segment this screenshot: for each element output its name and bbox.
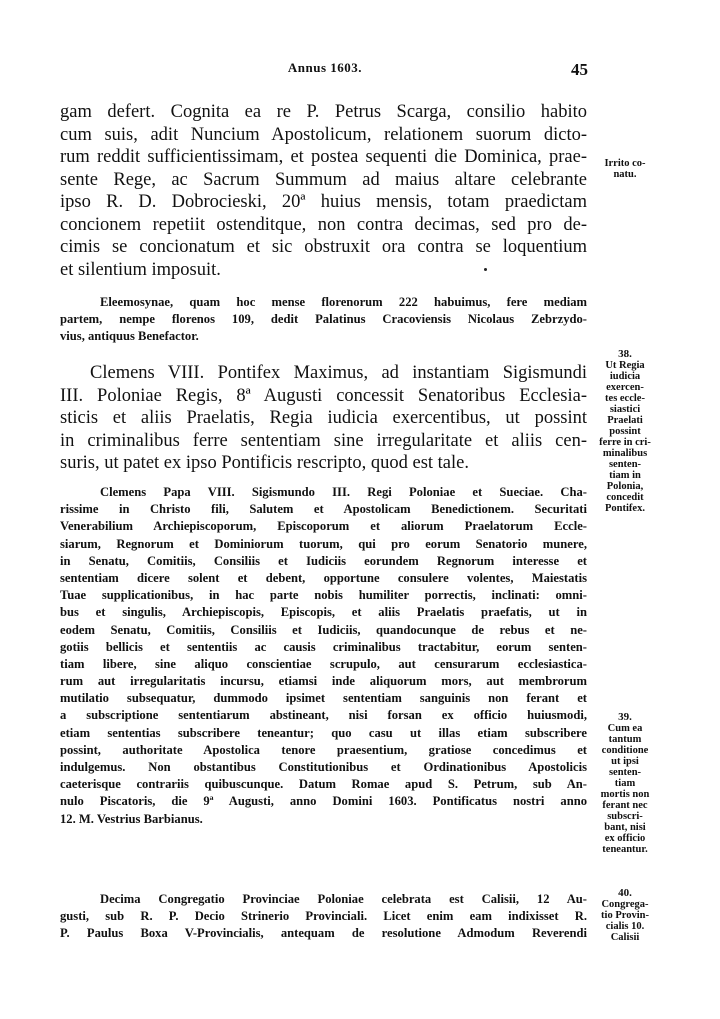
text-line: gotiis bellicis et sententiis ac causis criminalibus tractabitur, eorum senten- (60, 639, 587, 654)
text-line: sententiam dicere solent et debent, opportune consulere volentes, Maiestatis (60, 570, 587, 585)
text-line: siarum, Regnorum et Dominiorum tuorum, qui pro eorum Senatorio munere, (60, 536, 587, 551)
text-line: suris, ut patet ex ipso Pontificis rescripto, quod est tale. (60, 453, 469, 473)
paragraph-4-papal-brief (60, 484, 587, 828)
paragraph-2 (60, 294, 587, 346)
text-line: a subscriptione sententiarum abstineant, nisi forsan ex officio huiusmodi, (60, 708, 587, 723)
margin-note-line: tantum (608, 734, 642, 745)
margin-note-line: minalibus (602, 448, 648, 459)
margin-note-line: mortis non (600, 789, 650, 800)
text-line: possint, authoritate Apostolica tenore praesentium, gratiose concedimus et (60, 742, 587, 757)
text-line: mutilatio subsequatur, dummodo ipsimet sententiam sanguinis non ferant et (60, 691, 587, 706)
margin-note-line: concedit (606, 492, 644, 503)
margin-note-number: 38. (618, 348, 632, 360)
page-number: 45 (571, 60, 588, 79)
paragraph-3 (60, 362, 587, 475)
text-line: Decima Congregatio Provinciae Poloniae celebrata est Calisii, 12 Au- (100, 892, 587, 906)
text-line: in Senatu, Comitiis, Consiliis et Iudiciis eorundem Regnorum interesse et (60, 553, 587, 568)
margin-note (592, 158, 658, 180)
margin-note-line: ferre in cri- (599, 437, 651, 448)
margin-note-line: ut ipsi (611, 756, 639, 767)
margin-note-line: bant, nisi (604, 822, 646, 833)
text-line: Clemens Papa VIII. Sigismundo III. Regi Poloniae et Sueciae. Cha- (100, 485, 587, 499)
ink-speck (484, 268, 487, 271)
text-line: cimis se concionatum et sic obstruxit ora contra se loquentium (60, 237, 587, 257)
margin-note-line: siastici (609, 404, 641, 415)
text-line: indulgemus. Non obstantibus Constitutionibus et Ordinationibus Apostolicis (60, 760, 587, 774)
margin-note-line: cialis 10. (605, 921, 645, 932)
text-line: cum suis, adit Nuncium Apostolicum, relationem suorum dicto- (60, 124, 587, 145)
margin-note-line: possint (609, 426, 641, 437)
margin-note-line: Irrito co- (604, 158, 646, 169)
margin-note-line: conditione (601, 745, 649, 756)
margin-note (592, 888, 658, 943)
text-line: vius, antiquus Benefactor. (60, 329, 199, 344)
margin-note (592, 712, 658, 855)
text-line: 12. M. Vestrius Barbianus. (60, 811, 203, 826)
text-line: III. Poloniae Regis, 8ª Augusti concessit Senatoribus Ecclesia- (60, 385, 587, 406)
running-title: Annus 1603. (287, 60, 363, 75)
margin-note-line: ex officio (604, 833, 646, 844)
text-line: in criminalibus ferre sententiam sine irregularitate et aliis cen- (60, 430, 587, 451)
margin-note-line: tio Provin- (601, 910, 649, 921)
text-line: Venerabilium Archiepiscoporum, Episcoporum et aliorum Praelatorum Eccle- (60, 519, 587, 534)
margin-note (592, 349, 658, 514)
margin-note-line: subscri- (607, 811, 643, 822)
text-line: sente Rege, ac Sacrum Summum ad maius altare celebrante (60, 169, 587, 190)
text-line: tiam libere, sine aliquo conscientiae scrupulo, aut censurarum ecclesiastica- (60, 656, 587, 671)
text-line: nulo Piscatoris, die 9ª Augusti, anno Domini 1603. Pontificatus nostri anno (60, 794, 587, 809)
text-line: rum aut irregularitatis incursu, etiamsi inde aliquorum mors, aut membrorum (60, 674, 587, 689)
margin-note-line: iudicia (609, 371, 641, 382)
margin-note-number: 39. (618, 711, 632, 723)
margin-note-line: tes eccle- (605, 393, 645, 404)
paragraph-1 (60, 101, 587, 281)
text-line: gam defert. Cognita ea re P. Petrus Scarga, consilio habito (60, 102, 587, 122)
margin-note-line: Pontifex. (605, 503, 645, 514)
text-line: sticis et aliis Praelatis, Regia iudicia exercentibus, ut possint (60, 408, 587, 428)
margin-note-line: Congrega- (601, 899, 649, 910)
margin-note-line: Praelati (607, 415, 643, 426)
margin-note-line: senten- (608, 767, 642, 778)
margin-note-line: tiam in (609, 470, 641, 481)
margin-note-line: senten- (608, 459, 642, 470)
margin-note-line: teneantur. (602, 844, 648, 855)
margin-note-line: Ut Regia (605, 360, 645, 371)
text-line: concionem repetiit ostenditque, non contra decimas, sed pro de- (60, 214, 587, 235)
margin-note-line: exercen- (606, 382, 644, 393)
text-line: etiam sententias subscribere teneantur; quo casu ut illas etiam subscribere (60, 725, 587, 740)
text-line: P. Paulus Boxa V-Provincialis, antequam de resolutione Admodum Reverendi (60, 926, 587, 941)
margin-note-line: Cum ea (607, 723, 643, 734)
text-line: eodem Senatu, Comitiis, Consiliis et Iudiciis, quandocunque de rebus et ne- (60, 622, 587, 637)
margin-note-line: natu. (613, 169, 637, 180)
text-line: gusti, sub R. P. Decio Strinerio Provinciali. Licet enim eam indixisset R. (60, 909, 587, 924)
margin-note-line: tiam (614, 778, 636, 789)
text-line: rissime in Christo fili, Salutem et Apostolicam Benedictionem. Securitati (60, 502, 587, 517)
margin-note-line: ferant nec (602, 800, 648, 811)
margin-note-line: Polonia, (606, 481, 644, 492)
text-line: Tuae supplicationibus, in hac parte nobis humiliter porrectis, inclinati: omni- (60, 588, 587, 603)
text-line: et silentium imposuit. (60, 259, 221, 280)
text-line: Eleemosynae, quam hoc mense florenorum 222 habuimus, fere mediam (100, 295, 587, 309)
text-line: bus et singulis, Archiepiscopis, Episcopis, et aliis Praelatis praefatis, ut in (60, 605, 587, 620)
text-line: caeterisque contrariis quibuscunque. Datum Romae apud S. Petrum, sub An- (60, 777, 587, 792)
margin-note-number: 40. (618, 887, 632, 899)
text-line: Clemens VIII. Pontifex Maximus, ad instantiam Sigismundi (90, 363, 587, 383)
text-line: ipso R. D. Dobrocieski, 20ª huius mensis, totam praedictam (60, 192, 587, 212)
text-line: rum reddit sufficientissimam, et postea sequenti die Dominica, prae- (60, 147, 587, 167)
margin-note-line: Calisii (610, 932, 640, 943)
text-line: partem, nempe florenos 109, dedit Palatinus Cracoviensis Nicolaus Zebrzydo- (60, 312, 587, 327)
paragraph-5 (60, 891, 587, 943)
